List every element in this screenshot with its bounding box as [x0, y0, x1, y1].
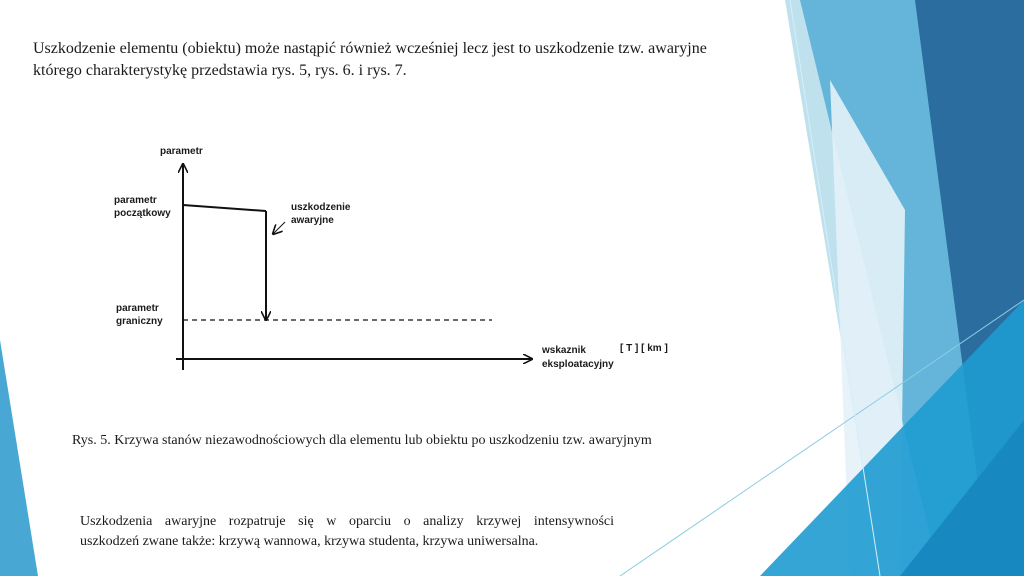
- parameter-curve: [183, 205, 266, 211]
- intro-paragraph: [33, 38, 773, 82]
- bottom-line-2: uszkodzeń zwane także: krzywą wannowa, krzywa studenta, krzywa uniwersalna.: [80, 534, 539, 549]
- limit-label-line-2: graniczny: [116, 316, 163, 327]
- failure-pointer-arrow: [273, 222, 285, 234]
- figure-caption: Rys. 5. Krzywa stanów niezawodnościowych dla elementu lub obiektu po uszkodzeniu tzw. awaryjnym: [72, 433, 652, 448]
- bottom-line-1: Uszkodzenia awaryjne rozpatruje się w oparciu o analizy krzywej intensywności: [80, 514, 614, 529]
- initial-label-line-1: parametr: [114, 195, 157, 206]
- initial-label-line-2: początkowy: [114, 208, 171, 219]
- bottom-paragraph: [80, 512, 614, 552]
- failure-label-line-1: uszkodzenie: [291, 202, 351, 213]
- limit-label-line-1: parametr: [116, 303, 159, 314]
- x-axis-label-line-1: wskaznik: [542, 345, 586, 356]
- deco-shape-left-sliver: [0, 340, 38, 576]
- x-axis-label-line-2: eksploatacyjny: [542, 359, 614, 370]
- failure-label-line-2: awaryjne: [291, 215, 334, 226]
- y-axis-label: parametr: [160, 146, 203, 157]
- reliability-state-diagram: [100, 138, 700, 378]
- intro-line-2: którego charakterystykę przedstawia rys. 5, rys. 6. i rys. 7.: [33, 62, 407, 79]
- x-axis-units: [ T ] [ km ]: [620, 343, 668, 354]
- intro-line-1: Uszkodzenie elementu (obiektu) może nastąpić również wcześniej lecz jest to uszkodzenie tzw. awaryjne: [33, 40, 707, 57]
